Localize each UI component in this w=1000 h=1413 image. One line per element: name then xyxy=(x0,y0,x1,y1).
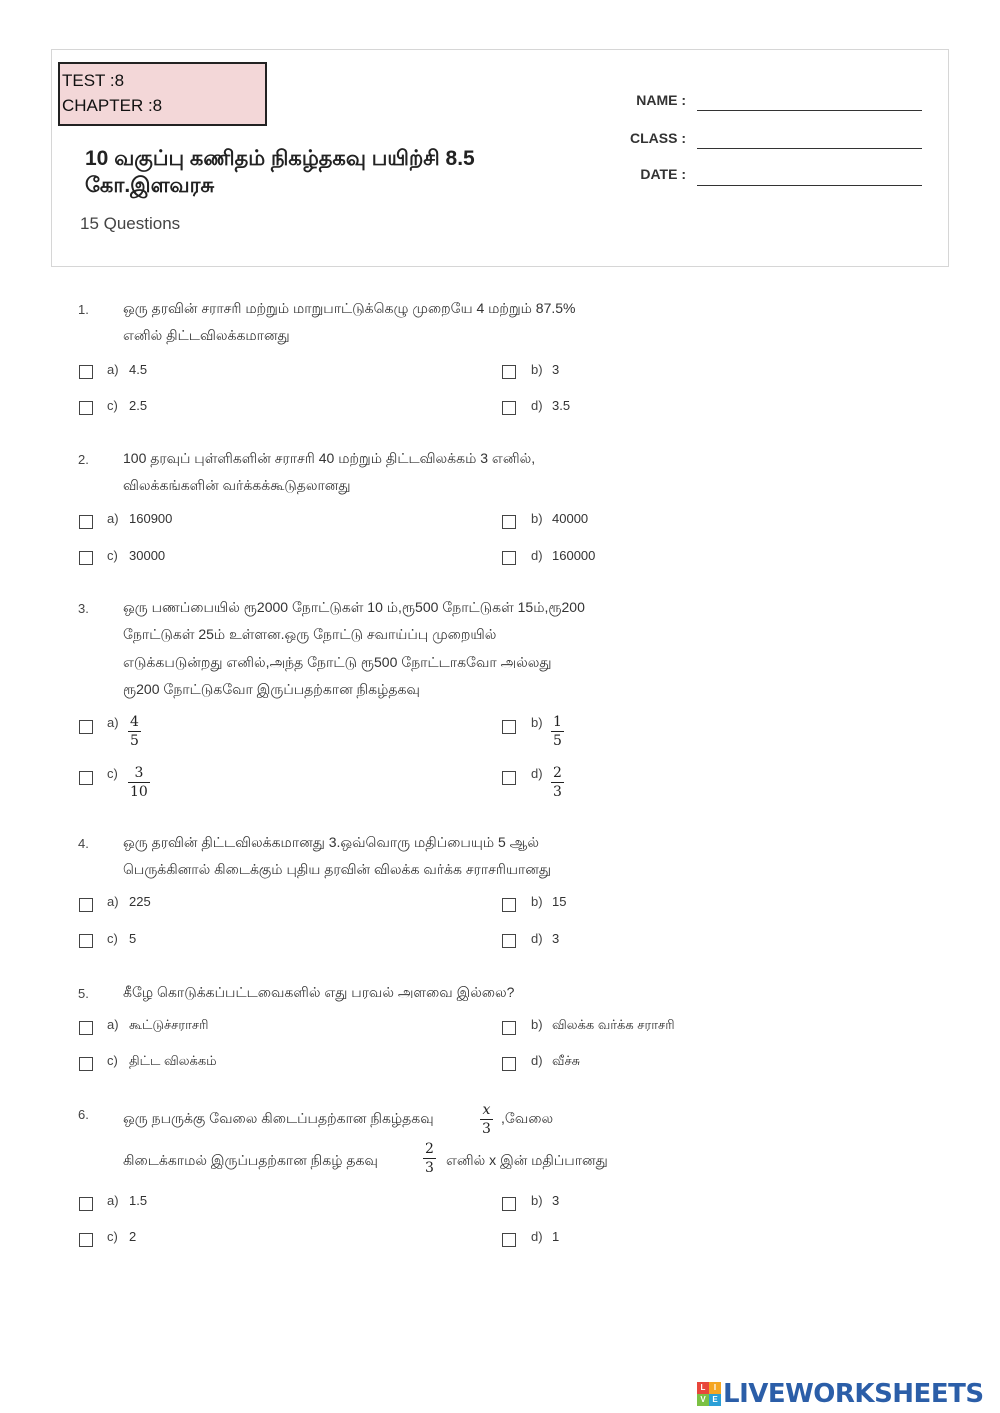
q6-option-d-text: 1 xyxy=(552,1229,560,1244)
q4-option-c-checkbox[interactable] xyxy=(79,934,93,948)
question-count: 15 Questions xyxy=(80,214,181,233)
q6-option-c-checkbox[interactable] xyxy=(79,1233,93,1247)
q6-option-b-label: b) xyxy=(531,1193,543,1208)
q2-option-d-checkbox[interactable] xyxy=(502,551,516,565)
question-1-line-2: எனில் திட்டவிலக்கமானது xyxy=(123,327,290,343)
q3-option-d-label: d) xyxy=(531,766,543,781)
logo-badge-icon xyxy=(697,1382,721,1406)
q5-option-c-label: c) xyxy=(107,1053,118,1068)
question-3-line-1: ஒரு பணப்பையில் ரூ2000 நோட்டுகள் 10 ம்,ரூ500 நோட்டுகள் 15ம்,ரூ200 xyxy=(123,599,585,615)
q3-option-c-denominator: 10 xyxy=(130,784,148,800)
q1-option-a-checkbox[interactable] xyxy=(79,365,93,379)
question-1-number: 1. xyxy=(78,302,89,317)
logo-text: LIVEWORKSHEETS xyxy=(723,1379,984,1409)
q3-option-a-numerator: 4 xyxy=(130,714,139,730)
worksheet-title xyxy=(85,145,605,199)
q3-option-c-checkbox[interactable] xyxy=(79,771,93,785)
question-6-fraction-1-numerator: x xyxy=(482,1102,491,1118)
title-line-2: கோ.இளவரசு xyxy=(85,174,215,197)
q2-option-d-label: d) xyxy=(531,548,543,563)
q4-option-d-checkbox[interactable] xyxy=(502,934,516,948)
q3-option-b-denominator: 5 xyxy=(553,733,562,749)
q1-option-c-text: 2.5 xyxy=(129,398,148,413)
q4-option-b-checkbox[interactable] xyxy=(502,898,516,912)
q6-option-d-label: d) xyxy=(531,1229,543,1244)
question-5-line-1: கீழே கொடுக்கப்பட்டவைகளில் எது பரவல் அளவை இல்லை? xyxy=(123,984,515,1000)
date-field[interactable] xyxy=(697,185,922,186)
q4-option-b-text: 15 xyxy=(552,894,567,909)
liveworksheets-logo xyxy=(697,1377,984,1411)
q5-option-c-text: திட்ட விலக்கம் xyxy=(129,1053,217,1068)
logo-badge-v: V xyxy=(697,1394,709,1406)
q3-option-a-fraction xyxy=(128,713,141,750)
q3-option-d-fraction xyxy=(551,764,564,801)
question-2-number: 2. xyxy=(78,452,89,467)
question-3-line-4: ரூ200 நோட்டுகவோ இருப்பதற்கான நிகழ்தகவு xyxy=(123,681,420,697)
q1-option-d-text: 3.5 xyxy=(552,398,571,413)
q3-option-a-checkbox[interactable] xyxy=(79,720,93,734)
question-1-line-1: ஒரு தரவின் சராசரி மற்றும் மாறுபாட்டுக்கெழு முறையே 4 மற்றும் 87.5% xyxy=(123,300,576,316)
q2-option-c-label: c) xyxy=(107,548,118,563)
test-info-box xyxy=(58,62,267,126)
question-5-number: 5. xyxy=(78,986,89,1001)
question-6-fraction-1 xyxy=(480,1101,493,1138)
test-label: TEST :8 xyxy=(62,71,125,90)
logo-badge-i: I xyxy=(709,1382,721,1394)
q1-option-c-label: c) xyxy=(107,398,118,413)
question-4-line-2: பெருக்கினால் கிடைக்கும் புதிய தரவின் விலக்க வர்க்க சராசரியானது xyxy=(123,861,551,877)
q2-option-a-text: 160900 xyxy=(129,511,173,526)
q3-option-b-checkbox[interactable] xyxy=(502,720,516,734)
q4-option-c-text: 5 xyxy=(129,931,137,946)
q5-option-b-text: விலக்க வர்க்க சராசரி xyxy=(552,1017,675,1032)
title-line-1: 10 வகுப்பு கணிதம் நிகழ்தகவு பயிற்சி 8.5 xyxy=(85,147,475,170)
q4-option-d-text: 3 xyxy=(552,931,560,946)
q3-option-b-label: b) xyxy=(531,715,543,730)
question-3-line-2: நோட்டுகள் 25ம் உள்ளன.ஒரு நோட்டு சவாய்ப்பு முறையில் xyxy=(123,626,497,642)
question-6-fraction-2-denominator: 3 xyxy=(425,1160,434,1176)
q3-option-c-fraction xyxy=(128,764,150,801)
q6-option-d-checkbox[interactable] xyxy=(502,1233,516,1247)
q5-option-d-text: வீச்சு xyxy=(552,1053,581,1068)
class-field[interactable] xyxy=(697,148,922,149)
q3-option-d-denominator: 3 xyxy=(553,784,562,800)
question-3-number: 3. xyxy=(78,601,89,616)
q2-option-b-label: b) xyxy=(531,511,543,526)
q1-option-c-checkbox[interactable] xyxy=(79,401,93,415)
q1-option-d-checkbox[interactable] xyxy=(502,401,516,415)
class-label: CLASS : xyxy=(630,130,686,146)
q6-option-a-text: 1.5 xyxy=(129,1193,148,1208)
question-6-fraction-2 xyxy=(423,1140,436,1177)
question-4-number: 4. xyxy=(78,836,89,851)
q5-option-c-checkbox[interactable] xyxy=(79,1057,93,1071)
q5-option-d-checkbox[interactable] xyxy=(502,1057,516,1071)
q5-option-a-text: கூட்டுச்சராசரி xyxy=(129,1017,209,1032)
question-6-number: 6. xyxy=(78,1107,89,1122)
q2-option-c-checkbox[interactable] xyxy=(79,551,93,565)
q1-option-d-label: d) xyxy=(531,398,543,413)
q1-option-a-text: 4.5 xyxy=(129,362,148,377)
q6-option-b-text: 3 xyxy=(552,1193,560,1208)
q4-option-b-label: b) xyxy=(531,894,543,909)
question-2-line-2: விலக்கங்களின் வர்க்கக்கூடுதலானது xyxy=(123,477,351,493)
question-3-line-3: எடுக்கபடுன்றது எனில்,அந்த நோட்டு ரூ500 நோட்டாகவோ அல்லது xyxy=(123,654,552,670)
name-field[interactable] xyxy=(697,110,922,111)
question-6-line-2-text: கிடைக்காமல் இருப்பதற்கான நிகழ் தகவு xyxy=(123,1152,378,1168)
q5-option-a-checkbox[interactable] xyxy=(79,1021,93,1035)
q3-option-d-numerator: 2 xyxy=(553,765,562,781)
q4-option-c-label: c) xyxy=(107,931,118,946)
q3-option-c-numerator: 3 xyxy=(134,765,144,781)
q6-option-b-checkbox[interactable] xyxy=(502,1197,516,1211)
q5-option-b-checkbox[interactable] xyxy=(502,1021,516,1035)
name-label: NAME : xyxy=(636,92,686,108)
q2-option-d-text: 160000 xyxy=(552,548,596,563)
date-label: DATE : xyxy=(640,166,686,182)
q2-option-b-text: 40000 xyxy=(552,511,589,526)
question-6-fraction-1-denominator: 3 xyxy=(482,1121,491,1137)
q3-option-b-fraction xyxy=(551,713,564,750)
q4-option-a-label: a) xyxy=(107,894,119,909)
q3-option-a-denominator: 5 xyxy=(130,733,139,749)
q2-option-a-label: a) xyxy=(107,511,119,526)
q6-option-c-text: 2 xyxy=(129,1229,137,1244)
q4-option-d-label: d) xyxy=(531,931,543,946)
q3-option-b-numerator: 1 xyxy=(553,714,562,730)
q5-option-d-label: d) xyxy=(531,1053,543,1068)
q1-option-b-text: 3 xyxy=(552,362,560,377)
question-6-line-2-suffix: எனில் x இன் மதிப்பானது xyxy=(446,1152,608,1168)
q4-option-a-text: 225 xyxy=(129,894,151,909)
question-6-fraction-2-numerator: 2 xyxy=(425,1141,434,1157)
question-6-line-1-suffix: ,வேலை xyxy=(501,1110,554,1126)
q6-option-a-checkbox[interactable] xyxy=(79,1197,93,1211)
chapter-label: CHAPTER :8 xyxy=(62,96,163,115)
q5-option-b-label: b) xyxy=(531,1017,543,1032)
q1-option-a-label: a) xyxy=(107,362,119,377)
q2-option-b-checkbox[interactable] xyxy=(502,515,516,529)
q2-option-a-checkbox[interactable] xyxy=(79,515,93,529)
q2-option-c-text: 30000 xyxy=(129,548,166,563)
q6-option-c-label: c) xyxy=(107,1229,118,1244)
q3-option-c-label: c) xyxy=(107,766,118,781)
q1-option-b-checkbox[interactable] xyxy=(502,365,516,379)
q6-option-a-label: a) xyxy=(107,1193,119,1208)
question-6-line-1-text: ஒரு நபருக்கு வேலை கிடைப்பதற்கான நிகழ்தகவு xyxy=(123,1110,434,1126)
question-4-line-1: ஒரு தரவின் திட்டவிலக்கமானது 3.ஒவ்வொரு மதிப்பையும் 5 ஆல் xyxy=(123,834,540,850)
q4-option-a-checkbox[interactable] xyxy=(79,898,93,912)
q3-option-a-label: a) xyxy=(107,715,119,730)
question-2-line-1: 100 தரவுப் புள்ளிகளின் சராசரி 40 மற்றும் திட்டவிலக்கம் 3 எனில், xyxy=(123,450,536,466)
logo-badge-e: E xyxy=(709,1394,721,1406)
q1-option-b-label: b) xyxy=(531,362,543,377)
logo-badge-l: L xyxy=(697,1382,709,1394)
q3-option-d-checkbox[interactable] xyxy=(502,771,516,785)
q5-option-a-label: a) xyxy=(107,1017,119,1032)
